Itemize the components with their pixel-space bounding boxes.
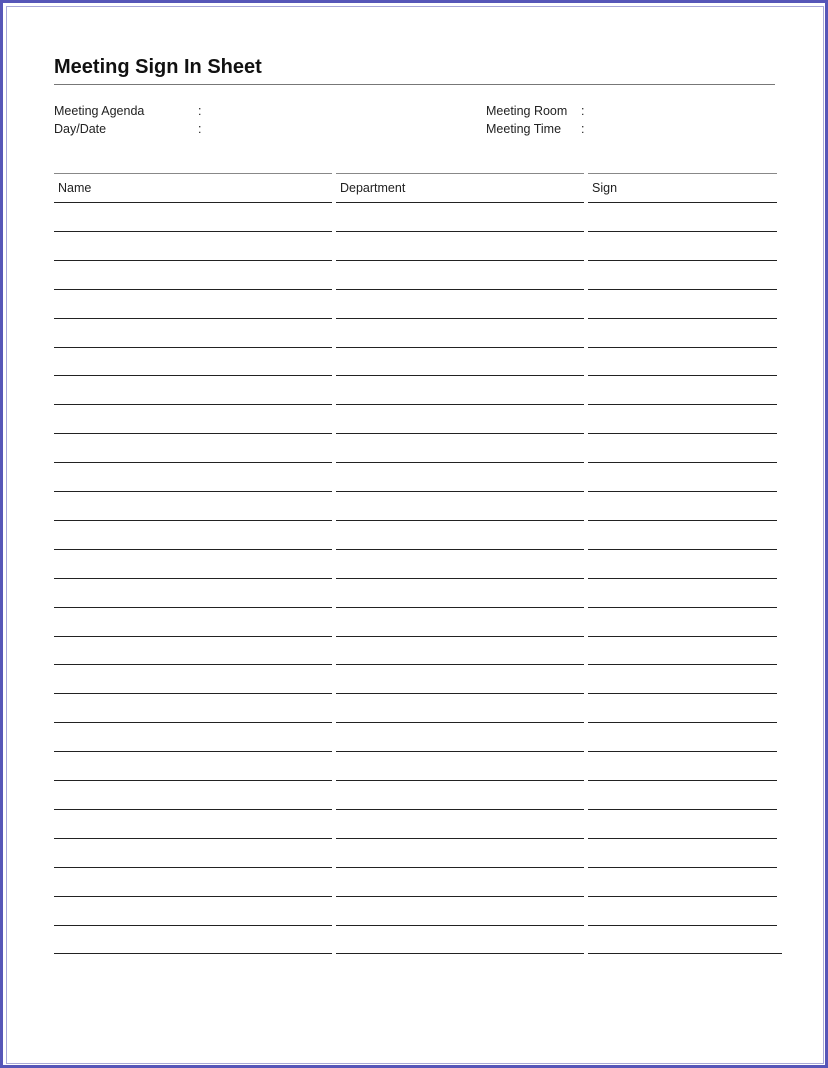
- meeting-time-label: Meeting Time: [486, 122, 562, 136]
- sign-row-line: [588, 375, 777, 376]
- department-row-line: [336, 751, 584, 752]
- department-row-line: [336, 404, 584, 405]
- name-row-line: [54, 867, 332, 868]
- sign-row-line: [588, 462, 777, 463]
- department-row-line: [336, 953, 584, 954]
- sign-row-line: [588, 664, 777, 665]
- department-row-line: [336, 491, 584, 492]
- name-row-line: [54, 433, 332, 434]
- department-row-line: [336, 722, 584, 723]
- department-row-line: [336, 693, 584, 694]
- sign-row-line: [588, 780, 777, 781]
- department-row-line: [336, 347, 584, 348]
- department-row-line: [336, 433, 584, 434]
- name-row-line: [54, 925, 332, 926]
- sign-row-line: [588, 549, 777, 550]
- name-row-line: [54, 607, 332, 608]
- sign-row-line: [588, 289, 777, 290]
- department-row-line: [336, 809, 584, 810]
- sign-row-line: [588, 491, 777, 492]
- sign-row-line: [588, 636, 777, 637]
- name-row-line: [54, 693, 332, 694]
- sign-row-line: [588, 347, 777, 348]
- name-row-line: [54, 636, 332, 637]
- column-header-sign: Sign: [592, 181, 618, 195]
- meeting-time-colon: :: [581, 122, 585, 136]
- name-row-line: [54, 838, 332, 839]
- sign-row-line: [588, 809, 777, 810]
- name-row-line: [54, 549, 332, 550]
- column-header-department: Department: [340, 181, 406, 195]
- department-row-line: [336, 318, 584, 319]
- department-row-line: [336, 780, 584, 781]
- department-row-line: [336, 607, 584, 608]
- name-row-line: [54, 231, 332, 232]
- meeting-agenda-label: Meeting Agenda: [54, 104, 145, 118]
- name-row-line: [54, 318, 332, 319]
- column-header-name: Name: [58, 181, 92, 195]
- department-column-top-rule: [336, 173, 584, 174]
- sign-row-line: [588, 722, 777, 723]
- page-title: Meeting Sign In Sheet: [54, 56, 262, 78]
- sign-row-line: [588, 693, 777, 694]
- name-row-line: [54, 202, 332, 203]
- name-row-line: [54, 260, 332, 261]
- department-row-line: [336, 838, 584, 839]
- sign-row-line: [588, 925, 777, 926]
- sign-row-line: [588, 202, 777, 203]
- department-row-line: [336, 375, 584, 376]
- sign-column-top-rule: [588, 173, 777, 174]
- name-row-line: [54, 347, 332, 348]
- name-row-line: [54, 462, 332, 463]
- name-row-line: [54, 809, 332, 810]
- department-row-line: [336, 896, 584, 897]
- name-row-line: [54, 520, 332, 521]
- department-row-line: [336, 578, 584, 579]
- name-row-line: [54, 578, 332, 579]
- day-date-label: Day/Date: [54, 122, 107, 136]
- name-row-line: [54, 664, 332, 665]
- meeting-agenda-colon: :: [198, 104, 202, 118]
- department-row-line: [336, 636, 584, 637]
- name-row-line: [54, 375, 332, 376]
- department-row-line: [336, 231, 584, 232]
- name-row-line: [54, 751, 332, 752]
- department-row-line: [336, 925, 584, 926]
- department-row-line: [336, 520, 584, 521]
- name-row-line: [54, 722, 332, 723]
- sign-row-line: [588, 318, 777, 319]
- department-row-line: [336, 260, 584, 261]
- name-row-line: [54, 953, 332, 954]
- department-row-line: [336, 867, 584, 868]
- sign-row-line: [588, 751, 777, 752]
- name-column-top-rule: [54, 173, 332, 174]
- name-row-line: [54, 780, 332, 781]
- sign-row-line: [588, 896, 777, 897]
- sign-row-line: [588, 838, 777, 839]
- name-row-line: [54, 289, 332, 290]
- sign-row-line: [588, 231, 777, 232]
- name-row-line: [54, 896, 332, 897]
- department-row-line: [336, 549, 584, 550]
- sign-row-line: [588, 433, 777, 434]
- day-date-colon: :: [198, 122, 202, 136]
- department-row-line: [336, 289, 584, 290]
- sign-row-line: [588, 607, 777, 608]
- sign-row-line: [588, 578, 777, 579]
- sign-row-line: [588, 520, 777, 521]
- department-row-line: [336, 202, 584, 203]
- department-row-line: [336, 664, 584, 665]
- name-row-line: [54, 404, 332, 405]
- name-row-line: [54, 491, 332, 492]
- meeting-room-label: Meeting Room: [486, 104, 568, 118]
- department-row-line: [336, 462, 584, 463]
- sign-row-line: [588, 260, 777, 261]
- sign-row-line: [588, 953, 782, 954]
- sign-row-line: [588, 867, 777, 868]
- sign-row-line: [588, 404, 777, 405]
- meeting-room-colon: :: [581, 104, 585, 118]
